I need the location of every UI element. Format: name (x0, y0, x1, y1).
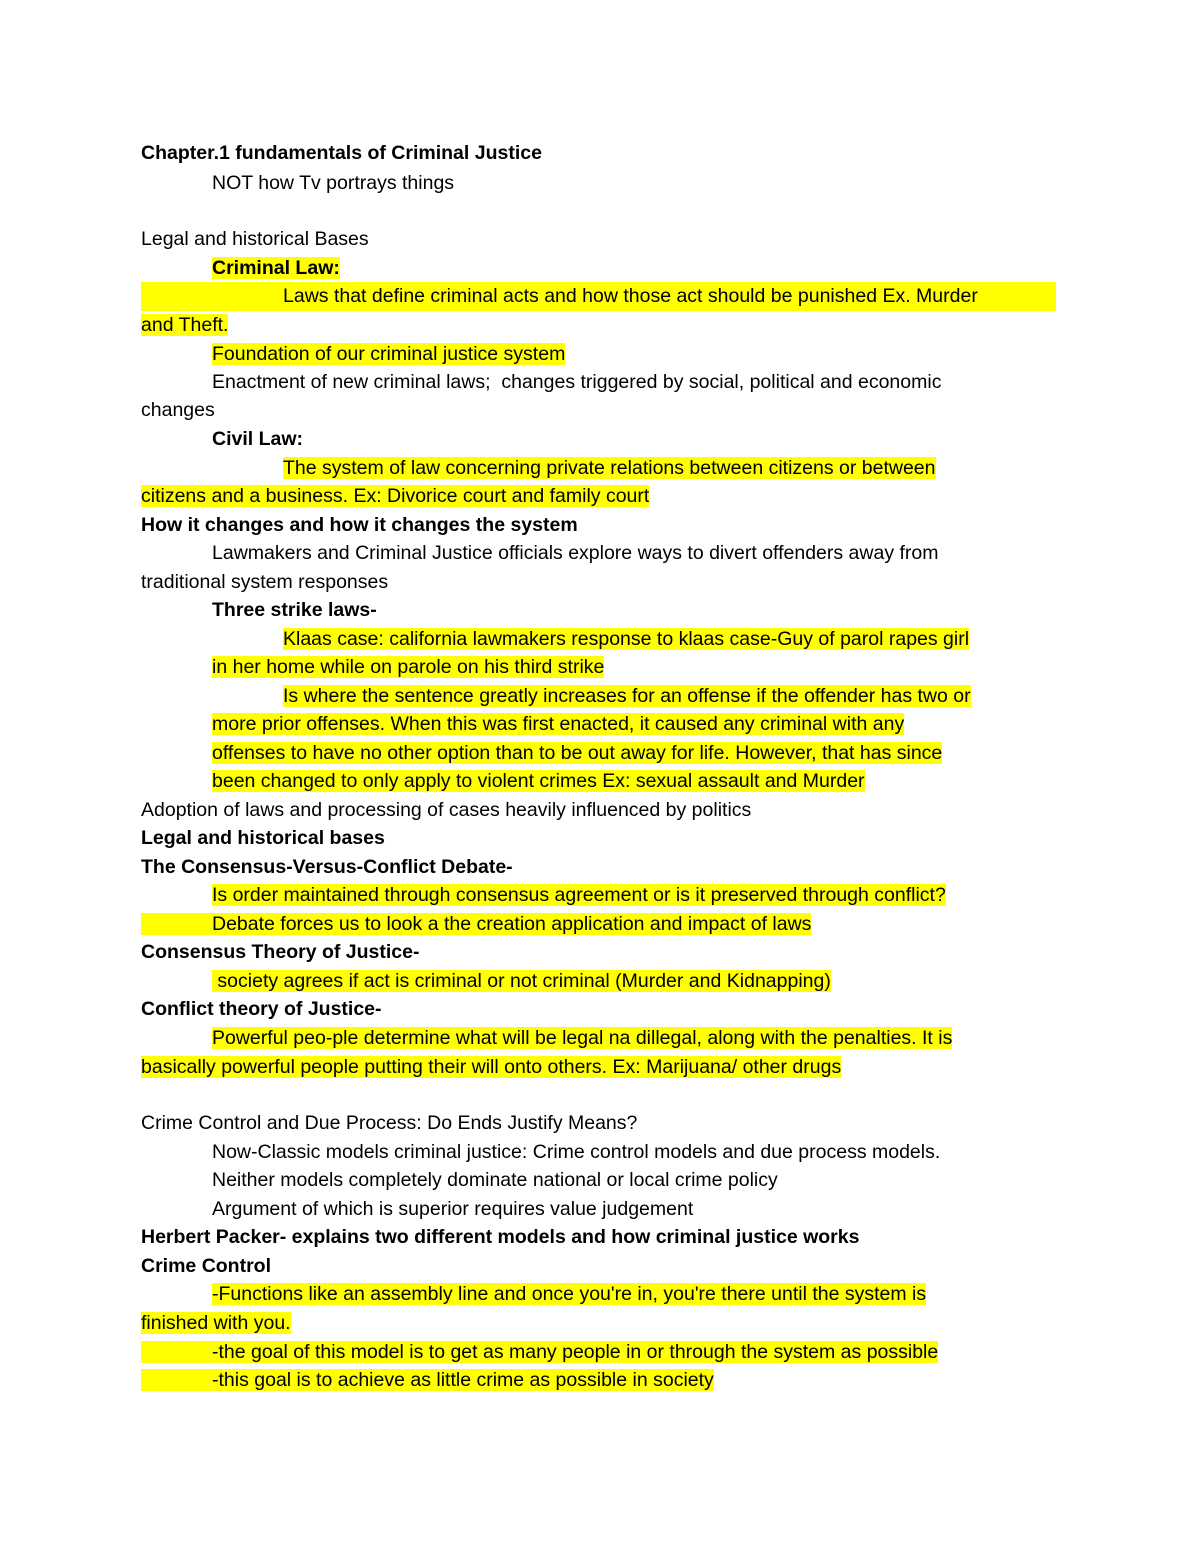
highlighted-line (141, 881, 1056, 910)
highlighted-line (212, 682, 1056, 711)
section-heading: Crime Control and Due Process: Do Ends Justify Means? (141, 1112, 638, 1134)
highlighted-text: Is where the sentence greatly increases for an offense if the offender has two or (283, 685, 971, 707)
highlighted-line-cont (141, 311, 1056, 340)
highlighted-line: Laws that define criminal acts and how those act should be punished Ex. Murder (141, 282, 1056, 311)
highlighted-text: in her home while on parole on his third strike (212, 656, 605, 678)
highlighted-line-cont (141, 1053, 1056, 1082)
text-line: changes (141, 399, 215, 421)
highlighted-text: more prior offenses. When this was first enacted, it caused any criminal with any (212, 713, 905, 735)
highlighted-text: been changed to only apply to violent crimes Ex: sexual assault and Murder (212, 770, 865, 792)
chapter-title: Chapter.1 fundamentals of Criminal Justice (141, 142, 542, 164)
section-heading: Legal and historical Bases (141, 228, 369, 250)
highlighted-text: basically powerful people putting their will onto others. Ex: Marijuana/ other drugs (141, 1056, 842, 1078)
subheading-civil-law: Civil Law: (212, 428, 304, 450)
section-heading: How it changes and how it changes the system (141, 514, 578, 536)
highlighted-text: Is order maintained through consensus agreement or is it preserved through conflict? (212, 884, 946, 906)
highlighted-text: Debate forces us to look a the creation application and impact of laws (141, 913, 811, 935)
highlighted-text: Klaas case: california lawmakers response to klaas case-Guy of parol rapes girl (283, 628, 970, 650)
text-line: Enactment of new criminal laws; changes triggered by social, political and economic (212, 371, 942, 393)
text-line: traditional system responses (141, 571, 389, 593)
highlighted-line-cont (212, 653, 1056, 682)
section-heading: Herbert Packer- explains two different models and how criminal justice works (141, 1226, 860, 1248)
highlighted-line (212, 625, 1056, 654)
highlighted-text: society agrees if act is criminal or not criminal (Murder and Kidnapping) (212, 970, 831, 992)
highlighted-line (141, 1366, 1056, 1395)
highlighted-line-cont (212, 710, 1056, 739)
highlighted-line (141, 1024, 1056, 1053)
highlighted-text: finished with you. (141, 1312, 291, 1334)
text-line: Neither models completely dominate national or local crime policy (212, 1169, 778, 1191)
text-line: Adoption of laws and processing of cases heavily influenced by politics (141, 799, 752, 821)
subheading-three-strike: Three strike laws- (212, 599, 377, 621)
highlighted-line (141, 454, 1056, 483)
section-heading: Legal and historical bases (141, 827, 385, 849)
highlighted-line (141, 967, 1056, 996)
highlighted-text: Powerful peo-ple determine what will be legal na dillegal, along with the penalties. It is (212, 1027, 953, 1049)
highlighted-text: Criminal Law: (212, 257, 340, 279)
highlighted-text: -this goal is to achieve as little crime as possible in society (141, 1369, 714, 1391)
subheading-crime-control: Crime Control (141, 1255, 272, 1277)
highlighted-line-cont (141, 482, 1056, 511)
text-line: Now-Classic models criminal justice: Crime control models and due process models. (212, 1141, 941, 1163)
highlighted-line-cont (212, 739, 1056, 768)
highlighted-line (141, 340, 1056, 369)
section-heading: The Consensus-Versus-Conflict Debate- (141, 856, 513, 878)
highlighted-line-cont (141, 1309, 1056, 1338)
highlighted-line (141, 910, 1056, 939)
highlighted-line (141, 1280, 1056, 1309)
highlighted-text: citizens and a business. Ex: Divorice court and family court (141, 485, 650, 507)
subheading-criminal-law (141, 254, 1056, 283)
section-heading: Conflict theory of Justice- (141, 998, 382, 1020)
highlighted-text: -the goal of this model is to get as many people in or through the system as possible (141, 1341, 938, 1363)
highlighted-text: Foundation of our criminal justice system (212, 343, 566, 365)
highlighted-text: The system of law concerning private relations between citizens or between (283, 457, 936, 479)
highlighted-text: offenses to have no other option than to be out away for life. However, that has since (212, 742, 943, 764)
highlighted-line-cont (212, 767, 1056, 796)
text-line: NOT how Tv portrays things (212, 172, 455, 194)
highlighted-text: -Functions like an assembly line and once you're in, you're there until the system is (212, 1283, 927, 1305)
highlighted-line (141, 1338, 1056, 1367)
text-line: Argument of which is superior requires value judgement (212, 1198, 694, 1220)
highlighted-text: and Theft. (141, 314, 229, 336)
text-line: Lawmakers and Criminal Justice officials explore ways to divert offenders away from (212, 542, 939, 564)
section-heading: Consensus Theory of Justice- (141, 941, 420, 963)
